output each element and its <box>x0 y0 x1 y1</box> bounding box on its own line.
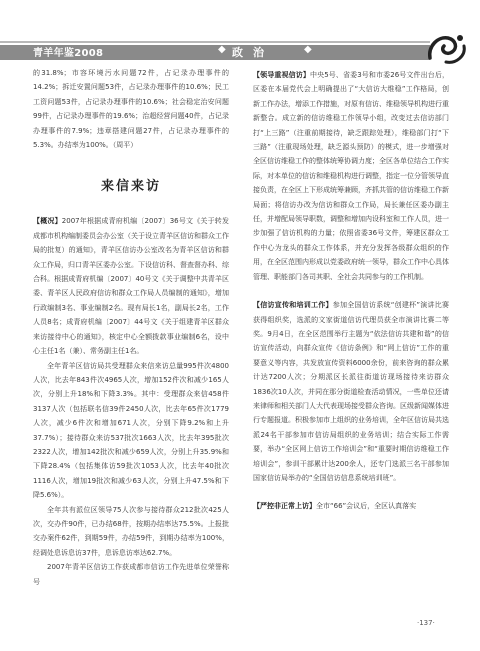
spacer <box>253 485 449 499</box>
swirl-logo-icon <box>424 28 468 68</box>
control-tag: 【严控非正常上访】 <box>253 502 316 511</box>
section-title: 政治 <box>232 46 274 59</box>
honor-paragraph: 2007年青羊区信访工作获成都市信访工作先进单位荣誉称号 <box>33 563 229 586</box>
leadership-reception-paragraph: 全年共有派位区领导75人次参与接待群众212批次425人次，交办件90件，已办结68件，按期办结率达75.5%。上报批交办案件62件，到期59件，办结59件，到期办结率为100%，经调处息诉息访37件，息诉息访率达62.7%。 <box>33 505 229 557</box>
overview-tag: 【概况】 <box>33 217 62 226</box>
training-text: 参加全国信访系统“创建杯”演讲比赛获得组织奖，选派的文家街道信访代理员获全市演讲比赛二等奖。9月4日，在全区范围举行主题为“依法信访共建和谐”的信访宣传活动，向群众宣传《信访条例》和“网上信访”工作的重要意义等内容，共发放宣传资料6000余份，前来咨询的群众累计达7200人次；分期派区长派往街道访现场接待来访群众1836次10人次，并同在那分街道检查活动情况，一些单位还请来律师和相关部门人大代表现场接受群众咨询。区级新闻媒体进行专题报道。积极参加市上组织的业务培训，全年区信访局共选派24名干部参加市信访局组织的业务培训；结合实际工作需要，举办“全区网上信访工作培训会”和“重要时期信访维稳工作培训会”，参训干部累计达200余人，还专门选派三名干部参加国家信访局举办的“全国信访信息系统培训班”。 <box>253 301 449 482</box>
control-text: 全市“66”会议后，全区认真落实 <box>316 502 417 511</box>
leadership-paragraph <box>253 68 449 284</box>
right-column <box>253 68 449 514</box>
training-paragraph <box>253 298 449 485</box>
diamond-icon: ◆ <box>218 44 226 55</box>
overview-text: 2007年根据成青府机编〔2007〕36号文《关于转发成都市机构编制委员会办公室（关于设立青羊区信访和群众工作局的批复）的通知》，青羊区信访办公室改名为青羊区信访和群众工作局，归口青羊区委办公室。下设信访科、督查督办科、综合科。根据成青府机编〔2007〕40号文《关于调整中共青羊区委、青羊区人民政府信访和群众工作局人员编制的通知》，增加行政编制3名、事业编制2名。现有局长1名，副局长2名，工作人员8名；成青府机编〔2007〕44号文《关于组建青羊区群众来访接待中心的通知》，核定中心全额拨款事业编制6名，设中心主任1名（兼）、常务副主任1名。 <box>33 217 229 356</box>
statistics-paragraph: 全年青羊区信访局共受理群众来信来访总量995件次4800人次，比去年843件次4965人次，增加152件次和减少165人次，分别上升18%和下降3.3%。其中：受理群众来信458件3137人次（包括联名信39件2450人次，比去年65件次1779人次，减少6件次和增加671人次，分别下降9.2%和上升37.7%）；接待群众来访537批次1663人次，比去年395批次2322人次，增加142批次和减少659人次，分别上升35.9%和下降28.4%（包括集体访59批次1053人次，比去年40批次1116人次，增加19批次和减少63人次，分别上升47.5%和下降5.6%）。 <box>33 361 229 500</box>
training-tag: 【信访宣传和培训工作】 <box>253 301 333 310</box>
leadership-tag: 【领导重视信访】 <box>253 71 310 79</box>
leadership-text: 中央5号、省委3号和市委26号文件出台后，区委在本届党代会上明确提出了“大信访大维稳”工作格局，创新工作办法，增添工作措施，对原有信访、维稳领导机构进行重新整合。成立新的信访维稳工作领导小组，改变过去信访部门打“上三路”（注重前期接待，缺乏跟踪处理），维稳部门打“下三路”（注重现场处理，缺乏源头预防）的模式，进一步增强对全区信访维稳工作的整体统筹协调力度；全区各单位结合工作实际，对本单位的信访和维稳机构进行调整，指定一位分管领导直接负责，在全区上下形成统筹兼顾，齐抓共管的信访维稳工作新局面；将信访办改为信访和群众工作局，局长兼任区委办副主任，并增配局领导职数，调整和增加内设科室和工作人员，进一步加强了信访机构的力量；依照省委36号文件，筹建区群众工作中心为龙头的群众工作体系，并充分发挥各级群众组织的作用，在全区范围内形成以党委政府统一领导，群众工作中心具体管理、职能部门各司其职、全社会共同参与的工作机制。 <box>253 71 449 281</box>
control-paragraph <box>253 499 449 513</box>
intro-paragraph: 的31.8%；市容环境污水问题72件，占记录办理事件的14.2%；拆迁安置问题53件，占记录办理事件的10.6%；民工工资问题53件，占记录办理事件的10.6%；社会稳定治安问题99件，占记录办理事件的19.6%；治超经营问题40件，占记录办理事件的7.9%；违章搭建问题27件，占记录办理事件的5.3%。办结率为100%。（周平） <box>33 69 229 150</box>
page-number: ·137· <box>417 619 435 627</box>
header-stripe <box>0 41 430 43</box>
spacer <box>253 284 449 298</box>
section-heading: 来信来访 <box>100 179 161 195</box>
diamond-icon: ◆ <box>304 44 312 55</box>
left-column <box>33 66 229 589</box>
page-header <box>0 0 480 60</box>
overview-paragraph <box>33 214 229 358</box>
yearbook-title: 青羊年鉴2008 <box>33 48 104 59</box>
